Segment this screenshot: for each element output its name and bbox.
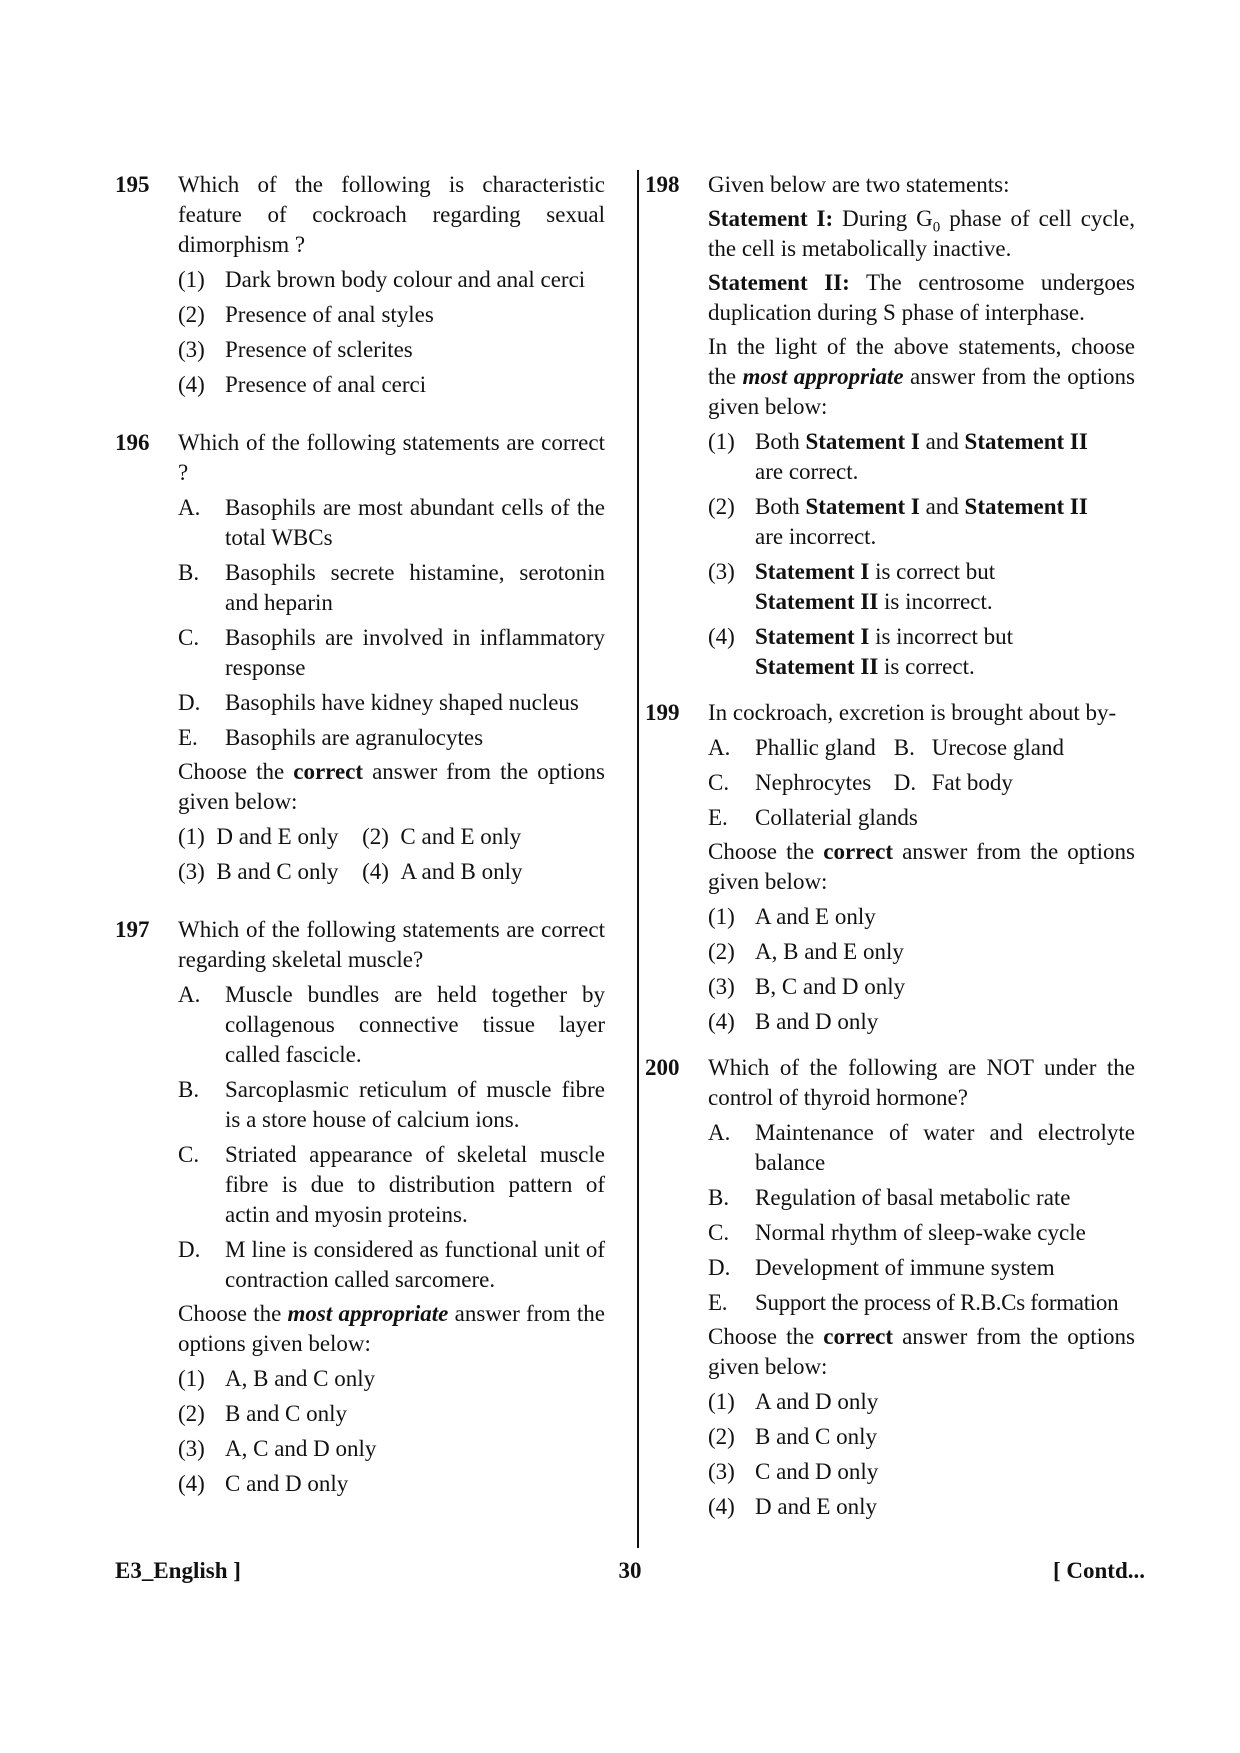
statement xyxy=(708,1118,1135,1178)
option-label: (2) xyxy=(362,824,389,849)
option-label: (1) xyxy=(708,1389,735,1414)
option-text: Dark brown body colour and anal cerci xyxy=(225,267,586,292)
instruction-text: answer from the options given below: xyxy=(708,364,1135,419)
statement-1 xyxy=(708,204,1135,264)
question-number: 196 xyxy=(115,430,150,455)
statement-label: A. xyxy=(708,1120,731,1145)
question-197 xyxy=(115,915,605,1499)
statement xyxy=(708,1218,1135,1248)
option xyxy=(178,335,605,365)
option xyxy=(178,300,605,330)
left-column xyxy=(115,170,605,1499)
statement xyxy=(708,1288,1135,1318)
statement-label: D. xyxy=(178,1237,201,1262)
statement-text: phase of cell cycle, the cell is metabolically inactive. xyxy=(708,206,1135,261)
statement-label: B. xyxy=(178,560,200,585)
statement-text: Phallic gland xyxy=(755,735,876,760)
booklet-code: E3_English ] xyxy=(115,1558,241,1583)
instruction-text: answer from the options given below: xyxy=(708,1324,1135,1379)
column-divider xyxy=(637,170,639,1548)
statement-label: B. xyxy=(178,1077,200,1102)
option xyxy=(362,822,521,852)
statement xyxy=(894,768,1013,798)
option xyxy=(708,492,1135,552)
question-stem: Given below are two statements: xyxy=(708,172,1010,197)
statement-label: E. xyxy=(708,805,728,830)
instruction-text: Choose the xyxy=(708,1324,824,1349)
statement-ref: Statement II xyxy=(964,494,1088,519)
option-label: (3) xyxy=(708,974,735,999)
question-number: 197 xyxy=(115,917,150,942)
option-label: (4) xyxy=(708,1009,735,1034)
option-text: B and C only xyxy=(225,1401,348,1426)
option xyxy=(708,557,1135,617)
statement-label: C. xyxy=(178,625,200,650)
option-label: (4) xyxy=(178,372,205,397)
statement-text: The centrosome undergoes duplication during S phase of interphase. xyxy=(708,270,1135,325)
question-199 xyxy=(645,698,1135,1037)
option xyxy=(708,1492,1135,1522)
option-label: (3) xyxy=(708,559,735,584)
option-text: B and C only xyxy=(755,1424,878,1449)
statement-ref: Statement I xyxy=(805,429,920,454)
statement xyxy=(178,723,605,753)
statement-row xyxy=(708,733,1135,763)
statement xyxy=(178,623,605,683)
statement xyxy=(178,1235,605,1295)
option-text: is incorrect but xyxy=(869,624,1014,649)
statement-label: C. xyxy=(708,770,730,795)
instruction-text: Choose the xyxy=(178,1301,288,1326)
option-text: Presence of anal styles xyxy=(225,302,434,327)
page-number: 30 xyxy=(618,1558,642,1583)
option-text: C and D only xyxy=(755,1459,879,1484)
option-label: (1) xyxy=(178,824,205,849)
option-text: A and D only xyxy=(755,1389,879,1414)
option-text: C and D only xyxy=(225,1471,349,1496)
instruction-text: answer from the options given below: xyxy=(708,839,1135,894)
statement-text: Nephrocytes xyxy=(755,770,872,795)
statement-text: Maintenance of water and electrolyte balance xyxy=(755,1120,1135,1175)
subscript: 0 xyxy=(932,219,941,236)
statement-label: D. xyxy=(893,770,917,795)
question-stem: Which of the following statements are correct ? xyxy=(178,430,605,485)
option-row xyxy=(178,857,605,887)
statement-text: Basophils are involved in inflammatory response xyxy=(225,625,605,680)
statement-label: E. xyxy=(178,725,198,750)
question-196 xyxy=(115,428,605,887)
question-198 xyxy=(645,170,1135,682)
page-footer xyxy=(115,1556,1145,1590)
instruction-text: In the light of the above statements, choose the xyxy=(708,334,1135,389)
option-label: (1) xyxy=(708,904,735,929)
option-row xyxy=(178,822,605,852)
option xyxy=(708,1422,1135,1452)
question-200 xyxy=(645,1053,1135,1522)
option-text: Presence of anal cerci xyxy=(225,372,427,397)
right-column xyxy=(645,170,1135,1522)
statement-text: Collaterial glands xyxy=(755,805,918,830)
answer-instruction xyxy=(708,837,1135,897)
statement-text: Basophils are agranulocytes xyxy=(225,725,484,750)
statement-text: Basophils secrete histamine, serotonin and heparin xyxy=(225,560,605,615)
option xyxy=(708,972,1135,1002)
instruction-text: answer from the options given below: xyxy=(178,759,605,814)
continued-label: [ Contd... xyxy=(1052,1558,1145,1583)
statement-2 xyxy=(708,268,1135,328)
statement-label: A. xyxy=(708,735,731,760)
option-text: Both xyxy=(755,494,806,519)
statement-ref: Statement I xyxy=(805,494,920,519)
option-label: (3) xyxy=(178,859,205,884)
option xyxy=(178,265,605,295)
statement xyxy=(178,1075,605,1135)
answer-instruction xyxy=(178,1299,605,1359)
option-label: (2) xyxy=(708,939,735,964)
statement-text: Development of immune system xyxy=(755,1255,1055,1280)
statement xyxy=(708,733,888,763)
option xyxy=(708,1387,1135,1417)
option xyxy=(708,1457,1135,1487)
question-number: 200 xyxy=(645,1055,680,1080)
statement-text: Urecose gland xyxy=(931,735,1064,760)
option-text: Both xyxy=(755,429,806,454)
answer-instruction xyxy=(708,332,1135,422)
answer-instruction xyxy=(178,757,605,817)
option-text: B and C only xyxy=(216,859,339,884)
option-label: (2) xyxy=(178,1401,205,1426)
question-stem: In cockroach, excretion is brought about by- xyxy=(708,700,1117,725)
statement-label: B. xyxy=(708,1185,730,1210)
option-text: A, B and C only xyxy=(225,1366,376,1391)
statement xyxy=(178,688,605,718)
option xyxy=(708,1007,1135,1037)
statement-label: C. xyxy=(708,1220,730,1245)
option-text: D and E only xyxy=(755,1494,878,1519)
option xyxy=(178,1364,605,1394)
statement-text: Striated appearance of skeletal muscle fibre is due to distribution pattern of actin and myosin proteins. xyxy=(225,1142,605,1227)
statement xyxy=(178,980,605,1070)
option xyxy=(708,937,1135,967)
option-text: and xyxy=(919,494,965,519)
option xyxy=(708,622,1135,682)
option-label: (1) xyxy=(708,429,735,454)
option-text: A, C and D only xyxy=(225,1436,377,1461)
answer-instruction xyxy=(708,1322,1135,1382)
statement-text: Sarcoplasmic reticulum of muscle fibre is a store house of calcium ions. xyxy=(225,1077,605,1132)
option-text: A and B only xyxy=(400,859,523,884)
statement xyxy=(708,768,888,798)
statement xyxy=(708,1253,1135,1283)
option-label: (4) xyxy=(708,1494,735,1519)
option-label: (3) xyxy=(178,337,205,362)
option-text: B, C and D only xyxy=(755,974,906,999)
instruction-emphasis: correct xyxy=(823,1324,894,1349)
statement-ref: Statement I xyxy=(755,624,870,649)
statement-ref: Statement II xyxy=(964,429,1088,454)
statement-row xyxy=(708,768,1135,798)
option xyxy=(708,427,1135,487)
instruction-text: answer from the options given below: xyxy=(178,1301,605,1356)
option-text: Presence of sclerites xyxy=(225,337,413,362)
option-text: are incorrect. xyxy=(755,524,877,549)
option-text: D and E only xyxy=(216,824,339,849)
option-label: (1) xyxy=(178,267,205,292)
statement-text: M line is considered as functional unit of contraction called sarcomere. xyxy=(225,1237,605,1292)
option xyxy=(178,1469,605,1499)
statement-label: Statement II: xyxy=(708,270,850,295)
option-text: A and E only xyxy=(755,904,876,929)
statement-text: Basophils have kidney shaped nucleus xyxy=(225,690,579,715)
option-label: (3) xyxy=(708,1459,735,1484)
instruction-text: Choose the xyxy=(708,839,824,864)
statement-text: Fat body xyxy=(931,770,1013,795)
option-label: (2) xyxy=(708,494,735,519)
statement-text: Normal rhythm of sleep-wake cycle xyxy=(755,1220,1086,1245)
option-label: (2) xyxy=(178,302,205,327)
question-195 xyxy=(115,170,605,400)
option xyxy=(178,857,338,887)
option-label: (1) xyxy=(178,1366,205,1391)
statement-label: A. xyxy=(178,982,201,1007)
instruction-emphasis: correct xyxy=(823,839,894,864)
statement-ref: Statement II xyxy=(755,654,879,679)
statement-ref: Statement II xyxy=(755,589,879,614)
option xyxy=(178,370,605,400)
question-number: 199 xyxy=(645,700,680,725)
question-number: 198 xyxy=(645,172,680,197)
statement-label: D. xyxy=(178,690,201,715)
option-text: is correct. xyxy=(878,654,975,679)
statement-label: C. xyxy=(178,1142,200,1167)
statement-label: B. xyxy=(893,735,915,760)
question-stem: Which of the following is characteristic feature of cockroach regarding sexual dimorphism ? xyxy=(178,172,605,257)
statement-text: Muscle bundles are held together by collagenous connective tissue layer called fascicle. xyxy=(225,982,605,1067)
statement-text: Regulation of basal metabolic rate xyxy=(755,1185,1071,1210)
option-text: is incorrect. xyxy=(878,589,993,614)
statement xyxy=(894,733,1064,763)
option-text: and xyxy=(919,429,965,454)
option-label: (4) xyxy=(362,859,389,884)
instruction-emphasis: most appropriate xyxy=(287,1301,449,1326)
option-label: (3) xyxy=(178,1436,205,1461)
option xyxy=(362,857,522,887)
instruction-text: Choose the xyxy=(178,759,294,784)
option-text: A, B and E only xyxy=(755,939,904,964)
option-label: (4) xyxy=(708,624,735,649)
option xyxy=(178,1399,605,1429)
option xyxy=(708,902,1135,932)
statement-text: Support the process of R.B.Cs formation xyxy=(755,1290,1119,1315)
option-text: C and E only xyxy=(400,824,522,849)
option-text: is correct but xyxy=(869,559,996,584)
statement-label: E. xyxy=(708,1290,728,1315)
statement-label: Statement I: xyxy=(708,206,834,231)
statement-text: During G xyxy=(833,206,933,231)
statement xyxy=(708,803,1135,833)
instruction-emphasis: correct xyxy=(293,759,364,784)
statement-label: D. xyxy=(708,1255,731,1280)
option-text: are correct. xyxy=(755,459,859,484)
statement xyxy=(708,1183,1135,1213)
instruction-emphasis: most appropriate xyxy=(742,364,904,389)
statement xyxy=(178,558,605,618)
statement-label: A. xyxy=(178,495,201,520)
statement xyxy=(178,1140,605,1230)
option-label: (2) xyxy=(708,1424,735,1449)
question-number: 195 xyxy=(115,172,150,197)
option xyxy=(178,1434,605,1464)
statement xyxy=(178,493,605,553)
option xyxy=(178,822,338,852)
option-label: (4) xyxy=(178,1471,205,1496)
statement-text: Basophils are most abundant cells of the total WBCs xyxy=(225,495,605,550)
question-stem: Which of the following statements are correct regarding skeletal muscle? xyxy=(178,917,605,972)
option-text: B and D only xyxy=(755,1009,879,1034)
question-stem: Which of the following are NOT under the control of thyroid hormone? xyxy=(708,1055,1135,1110)
statement-ref: Statement I xyxy=(755,559,870,584)
